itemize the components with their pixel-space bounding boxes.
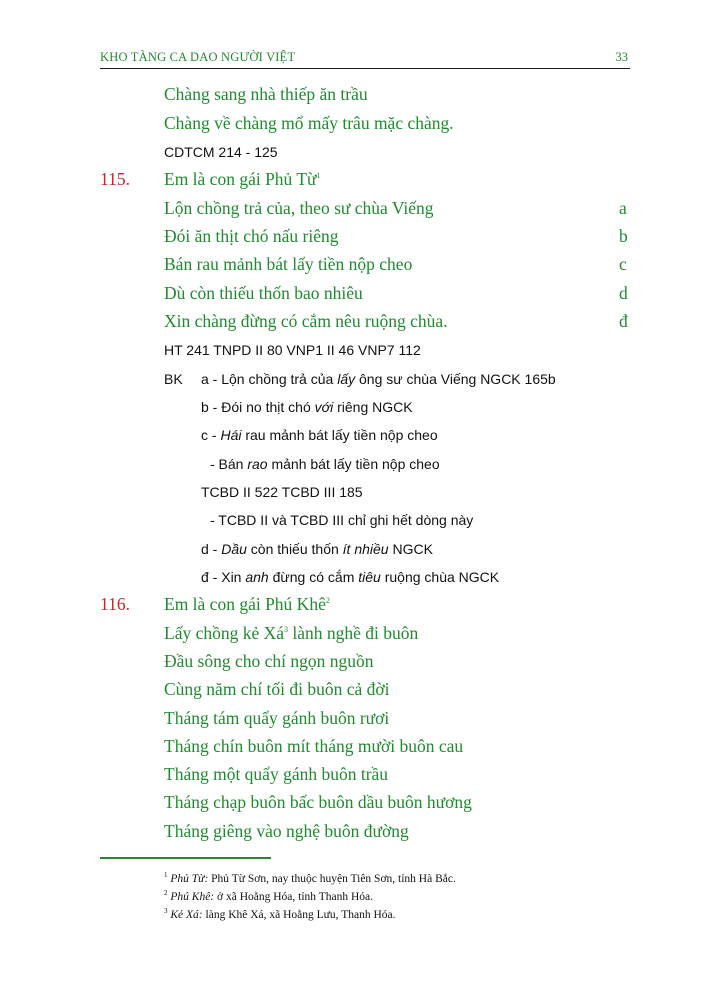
entry-number: 115. <box>100 169 130 189</box>
footnote: $^3$ Kẻ Xá: làng Khê Xá, xã Hoằng Lưu, Thanh Hóa. <box>164 907 396 921</box>
footnote-ref: 1 <box>316 171 321 180</box>
verse-first-line: Em là con gái Phủ Từ$^1$ <box>164 169 321 189</box>
verse-first-line: Em là con gái Phú Khê$^2$ <box>164 594 330 614</box>
footnote-ref: 3 <box>284 625 289 634</box>
footnote: $^2$ Phú Khê: ở xã Hoằng Hóa, tỉnh Thanh Hóa. <box>164 889 373 903</box>
bk-label: BK <box>164 371 183 387</box>
footnote: $^1$ Phủ Từ: Phủ Từ Sơn, nay thuộc huyện Tiên Sơn, tỉnh Hà Bắc. <box>164 871 456 885</box>
variant-mark: b <box>619 226 628 246</box>
variant-mark: d <box>619 283 628 303</box>
variant-mark: đ <box>619 311 628 331</box>
entry-number: 116. <box>100 594 130 614</box>
book-title: KHO TÀNG CA DAO NGƯỜI VIỆT <box>100 50 296 64</box>
footnote-ref: 2 <box>325 596 330 605</box>
variant-mark: a <box>619 198 627 218</box>
page-number: 33 <box>615 50 628 64</box>
variant-mark: c <box>619 254 627 274</box>
running-header <box>100 48 630 69</box>
footnote-divider <box>100 857 271 859</box>
